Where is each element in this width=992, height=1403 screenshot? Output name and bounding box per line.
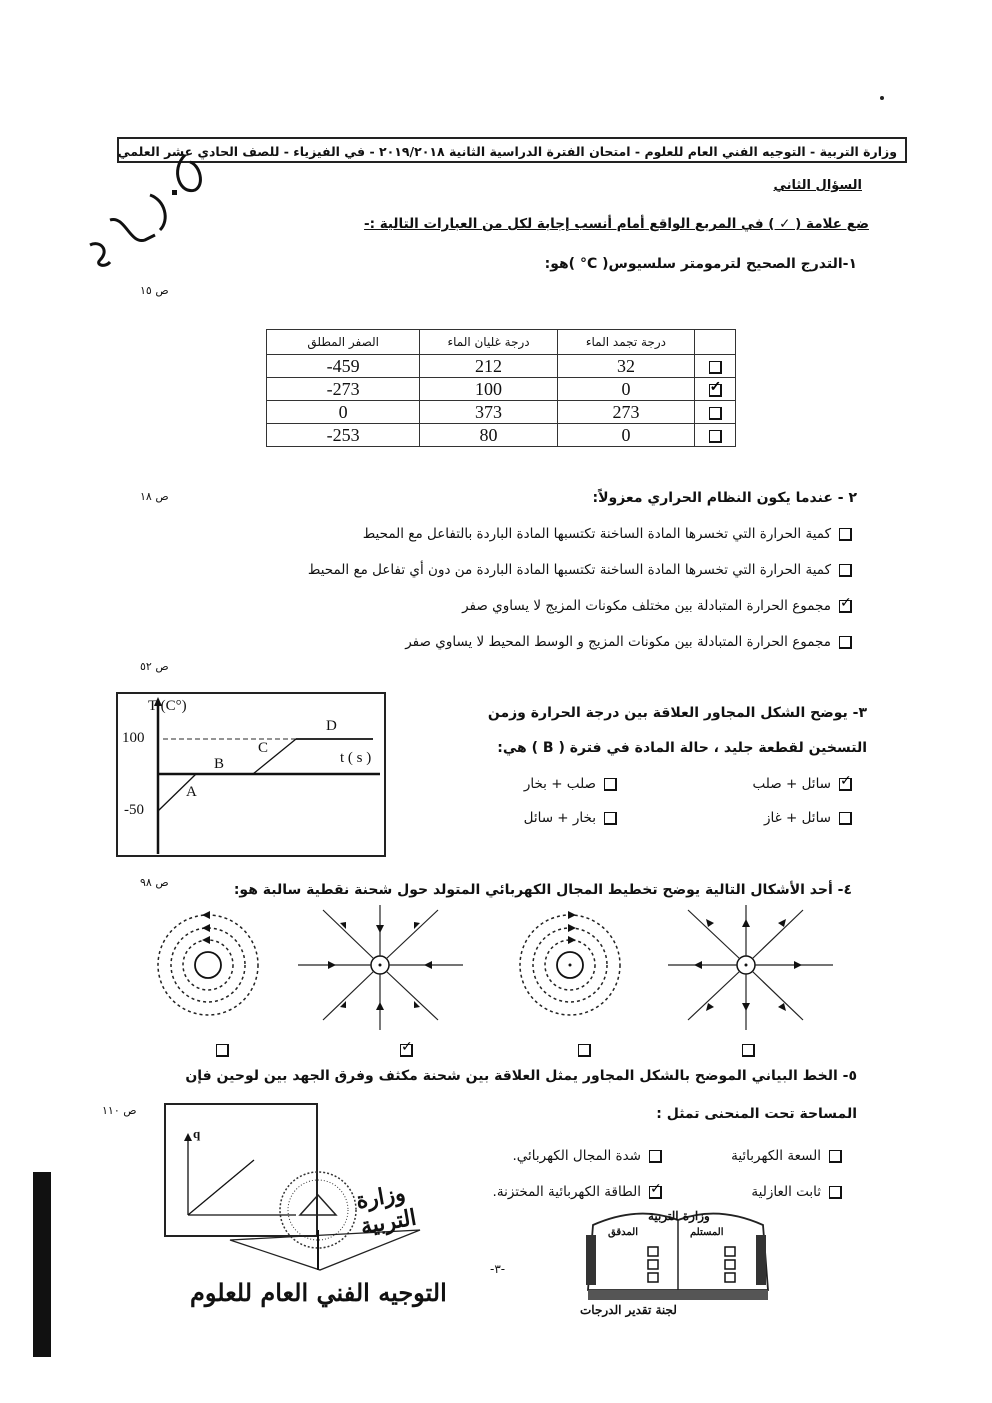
cell-choice <box>695 355 736 378</box>
field-diagram-concentric-cw <box>512 905 632 1025</box>
q5-option-4[interactable] <box>493 1184 662 1200</box>
col-header-freezing: درجة تجمد الماء <box>557 330 694 355</box>
grading-committee-stamp <box>578 1205 778 1320</box>
y-axis-label-q: q <box>193 1126 201 1141</box>
col-header-absolute-zero: الصفر المطلق <box>267 330 420 355</box>
checkbox-q3-option-3[interactable] <box>839 812 852 825</box>
cell-absolute-zero: -253 <box>267 424 420 447</box>
cell-choice <box>695 401 736 424</box>
q2-option-1[interactable] <box>363 526 852 542</box>
table-row <box>267 378 736 401</box>
heating-curve-plot <box>118 694 384 855</box>
section-title: السؤال الثاني <box>773 178 862 193</box>
checkbox-q4-option-2[interactable] <box>578 1044 591 1057</box>
q3-option-1-label: سائل + صلب <box>752 776 831 792</box>
q3-option-4[interactable] <box>524 810 617 826</box>
checkbox-q4-figure-3[interactable] <box>578 1040 591 1059</box>
cell-absolute-zero: -459 <box>267 355 420 378</box>
y-axis-label: T (C°) <box>148 698 187 714</box>
question-3-prompt-line2: التسخين لقطعة جليد ، حالة المادة في فترة ( B ) هي: <box>497 740 867 756</box>
y-tick-100: 100 <box>122 730 145 746</box>
y-tick-minus-50: -50 <box>124 802 144 818</box>
q2-option-4[interactable] <box>405 634 852 650</box>
field-diagram-concentric-ccw <box>150 905 270 1025</box>
checkbox-q4-option-1[interactable] <box>216 1044 229 1057</box>
segment-label-a: A <box>186 784 197 800</box>
exam-header-banner <box>117 137 907 163</box>
col-header-choice <box>695 330 736 355</box>
checkbox-q1-option-3[interactable] <box>709 407 722 420</box>
handwritten-answer-key-mark <box>70 150 210 270</box>
scan-edge-artifact <box>33 1172 51 1357</box>
stamp-right-col2: المدقق <box>608 1227 638 1238</box>
q2-option-2-label: كمية الحرارة التي تخسرها المادة الساخنة تكتسبها المادة الباردة من دون أي تفاعل مع المحيط <box>307 562 831 578</box>
checkbox-q2-option-3[interactable] <box>839 600 852 613</box>
cell-absolute-zero: 0 <box>267 401 420 424</box>
checkbox-q2-option-1[interactable] <box>839 528 852 541</box>
x-axis-label: t ( s ) <box>340 750 372 766</box>
header-banner-text: وزارة التربية - التوجيه الفني العام للعلوم - امتحان الفترة الدراسية الثانية ٢٠١٩/٢٠١٨ - في الفيزياء - للصف الحادي عشر العلمي <box>117 144 897 159</box>
checkbox-q1-option-1[interactable] <box>709 361 722 374</box>
table-row <box>267 355 736 378</box>
cell-freezing: 32 <box>557 355 694 378</box>
question-5-prompt-line2: المساحة تحت المنحنى تمثل : <box>656 1106 857 1122</box>
checkbox-q1-option-4[interactable] <box>709 430 722 443</box>
q3-option-2[interactable] <box>524 776 617 792</box>
stamp-left-line1: وزارة التربية <box>354 1180 419 1240</box>
checkbox-q4-option-3[interactable] <box>400 1044 413 1057</box>
q2-option-4-label: مجموع الحرارة المتبادلة بين مكونات المزيج و الوسط المحيط لا يساوي صفر <box>405 634 831 650</box>
table-row <box>267 401 736 424</box>
table-row <box>267 424 736 447</box>
question-3-page-ref: ص ٥٢ <box>140 660 169 673</box>
checkbox-q4-figure-1[interactable] <box>216 1040 229 1059</box>
q2-option-3[interactable] <box>462 598 852 614</box>
cell-boiling: 100 <box>420 378 557 401</box>
question-2-prompt: ٢ - عندما يكون النظام الحراري معزولاً: <box>592 490 857 506</box>
cell-freezing: 273 <box>557 401 694 424</box>
checkbox-q2-option-4[interactable] <box>839 636 852 649</box>
checkbox-q5-option-4[interactable] <box>649 1186 662 1199</box>
checkbox-q5-option-3[interactable] <box>829 1186 842 1199</box>
q5-option-2-label: شدة المجال الكهربائي. <box>512 1148 641 1164</box>
segment-label-b: B <box>214 756 225 772</box>
stamp-right-col1: المستلم <box>690 1227 724 1238</box>
checkbox-q3-option-4[interactable] <box>604 812 617 825</box>
segment-label-c: C <box>258 740 269 756</box>
scan-speck <box>880 96 884 100</box>
q5-option-4-label: الطاقة الكهربائية المختزنة. <box>492 1184 641 1200</box>
cell-choice <box>695 378 736 401</box>
table-header-row <box>267 330 736 355</box>
checkbox-q4-option-4[interactable] <box>742 1044 755 1057</box>
col-header-boiling: درجة غليان الماء <box>420 330 557 355</box>
checkbox-q1-option-2[interactable] <box>709 384 722 397</box>
cell-boiling: 212 <box>420 355 557 378</box>
q5-option-1[interactable] <box>731 1148 842 1164</box>
q2-option-3-label: مجموع الحرارة المتبادلة بين مختلف مكونات المزيج لا يساوي صفر <box>462 598 831 614</box>
q2-option-2[interactable] <box>308 562 852 578</box>
instructions: ضع علامة ( ✓ ) في المربع الواقع أمام أنسب إجابة لكل من العبارات التالية :- <box>364 216 869 232</box>
heating-curve-graph <box>116 692 386 857</box>
field-diagram-radial-outward <box>668 905 838 1035</box>
checkbox-q2-option-2[interactable] <box>839 564 852 577</box>
cell-choice <box>695 424 736 447</box>
checkbox-q5-option-1[interactable] <box>829 1150 842 1163</box>
cell-boiling: 80 <box>420 424 557 447</box>
q3-option-4-label: بخار + سائل <box>523 810 596 826</box>
checkbox-q3-option-2[interactable] <box>604 778 617 791</box>
q3-option-1[interactable] <box>753 776 853 792</box>
question-4-page-ref: ص ٩٨ <box>140 876 169 889</box>
stamp-right-subtitle: لجنة تقدير الدرجات <box>580 1303 677 1317</box>
question-3-prompt-line1: ٣- يوضح الشكل المجاور العلاقة بين درجة الحرارة وزمن <box>487 705 867 721</box>
stamp-right-title: وزارة التربية <box>648 1209 710 1223</box>
q5-option-2[interactable] <box>512 1148 662 1164</box>
cell-absolute-zero: -273 <box>267 378 420 401</box>
ministry-stamp <box>180 1170 447 1330</box>
question-1-page-ref: ص ١٥ <box>140 284 169 297</box>
cell-freezing: 0 <box>557 378 694 401</box>
question-5-page-ref: ص ١١٠ <box>102 1104 137 1117</box>
q3-option-2-label: صلب + بخار <box>523 776 596 792</box>
question-1-prompt: ١-التدرج الصحيح لترمومتر سلسيوس( C° )هو: <box>544 256 857 272</box>
question-2-page-ref: ص ١٨ <box>140 490 169 503</box>
q3-option-3-label: سائل + غاز <box>764 810 831 826</box>
checkbox-q3-option-1[interactable] <box>839 778 852 791</box>
q3-option-3[interactable] <box>764 810 852 826</box>
checkbox-q4-figure-4[interactable] <box>742 1040 755 1059</box>
question-4-prompt: ٤- أحد الأشكال التالية يوضح تخطيط المجال الكهربائي المتولد حول شحنة نقطية سالبة هو: <box>233 882 852 898</box>
checkbox-q4-figure-2[interactable] <box>400 1040 413 1059</box>
q5-option-1-label: السعة الكهربائية <box>731 1148 821 1164</box>
segment-label-d: D <box>326 718 337 734</box>
q5-option-3[interactable] <box>751 1184 842 1200</box>
page-number: -٣- <box>490 1262 506 1276</box>
celsius-scale-table <box>266 329 736 447</box>
cell-freezing: 0 <box>557 424 694 447</box>
stamp-left-line2: التوجيه الفني العام للعلوم <box>190 1278 447 1307</box>
field-diagram-radial-inward <box>298 905 468 1035</box>
q2-option-1-label: كمية الحرارة التي تخسرها المادة الساخنة تكتسبها المادة الباردة بالتفاعل مع المحيط <box>362 526 831 542</box>
cell-boiling: 373 <box>420 401 557 424</box>
q5-option-3-label: ثابت العازلية <box>751 1184 821 1200</box>
question-5-prompt-line1: ٥- الخط البياني الموضح بالشكل المجاور يمثل العلاقة بين شحنة مكثف وفرق الجهد بين لوحين فإن <box>185 1068 857 1084</box>
checkbox-q5-option-2[interactable] <box>649 1150 662 1163</box>
